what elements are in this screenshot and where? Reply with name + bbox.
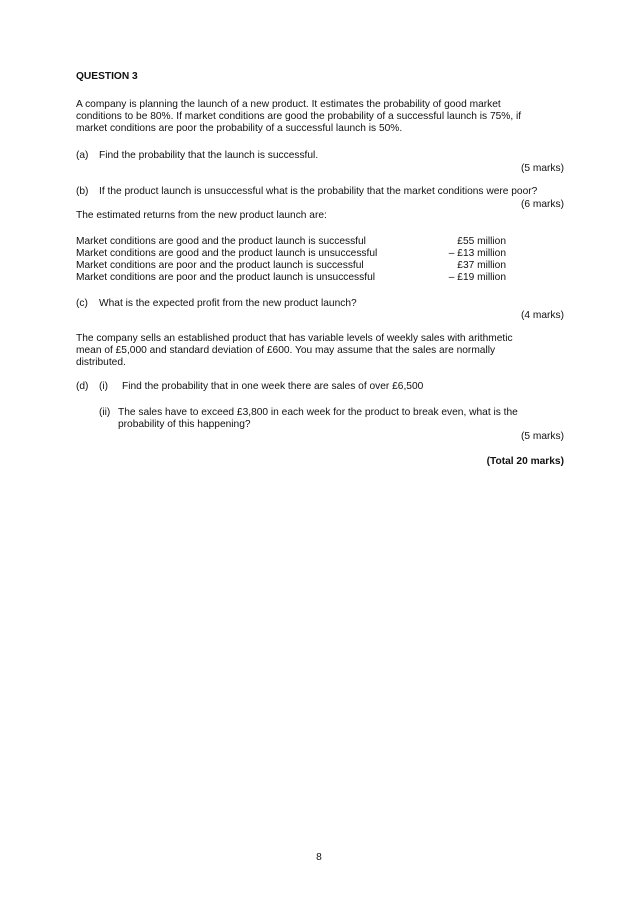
part-d-i-text: Find the probability that in one week there are sales of over £6,500 <box>122 381 424 392</box>
part-d <box>76 381 564 393</box>
returns-row <box>76 272 506 284</box>
page-number: 8 <box>316 852 322 863</box>
sales-paragraph <box>76 333 564 370</box>
returns-value: – £13 million <box>448 248 506 259</box>
returns-table <box>76 236 506 286</box>
intro-line: market conditions are poor the probability of a successful launch is 50%. <box>76 123 403 135</box>
part-b-marks: (6 marks) <box>520 199 564 210</box>
returns-row <box>76 248 506 260</box>
returns-desc: Market conditions are good and the product launch is successful <box>76 236 366 247</box>
returns-value: £37 million <box>457 260 506 271</box>
part-d-i-label: (i) <box>99 381 109 392</box>
returns-value: – £19 million <box>448 272 506 283</box>
total-marks: (Total 20 marks) <box>486 456 564 467</box>
part-c-marks: (4 marks) <box>520 310 564 321</box>
part-d-ii-line: The sales have to exceed £3,800 in each week for the product to break even, what is the <box>118 407 518 418</box>
part-a <box>76 150 564 174</box>
part-d-marks: (5 marks) <box>520 431 564 442</box>
part-d-ii <box>76 407 564 443</box>
part-d-ii-label: (ii) <box>99 407 111 418</box>
returns-desc: Market conditions are poor and the product launch is successful <box>76 260 364 271</box>
part-a-text: Find the probability that the launch is successful. <box>99 150 319 161</box>
part-a-marks: (5 marks) <box>520 163 564 174</box>
question-title: QUESTION 3 <box>76 71 138 82</box>
part-b <box>76 186 564 210</box>
part-d-label: (d) <box>76 381 89 392</box>
returns-value: £55 million <box>457 236 506 247</box>
returns-intro: The estimated returns from the new product launch are: <box>76 210 327 221</box>
sales-line: The company sells an established product that has variable levels of weekly sales with arithmetic <box>76 333 513 344</box>
intro-line: A company is planning the launch of a new product. It estimates the probability of good market <box>76 99 501 110</box>
returns-row <box>76 260 506 272</box>
part-b-text: If the product launch is unsuccessful what is the probability that the market conditions were poor? <box>99 186 538 197</box>
question-intro <box>76 99 564 136</box>
part-d-ii-line: probability of this happening? <box>118 419 251 430</box>
exam-page <box>76 0 564 903</box>
part-c <box>76 298 564 322</box>
intro-line: conditions to be 80%. If market conditions are good the probability of a successful launch is 75%, if <box>76 111 522 123</box>
returns-desc: Market conditions are poor and the product launch is unsuccessful <box>76 272 376 283</box>
part-a-label: (a) <box>76 150 89 161</box>
sales-line: mean of £5,000 and standard deviation of £600. You may assume that the sales are normally <box>76 345 496 357</box>
part-c-text: What is the expected profit from the new product launch? <box>99 298 357 309</box>
sales-line: distributed. <box>76 357 126 369</box>
part-b-label: (b) <box>76 186 89 197</box>
returns-row <box>76 236 506 248</box>
returns-desc: Market conditions are good and the product launch is unsuccessful <box>76 248 378 259</box>
part-c-label: (c) <box>76 298 88 309</box>
